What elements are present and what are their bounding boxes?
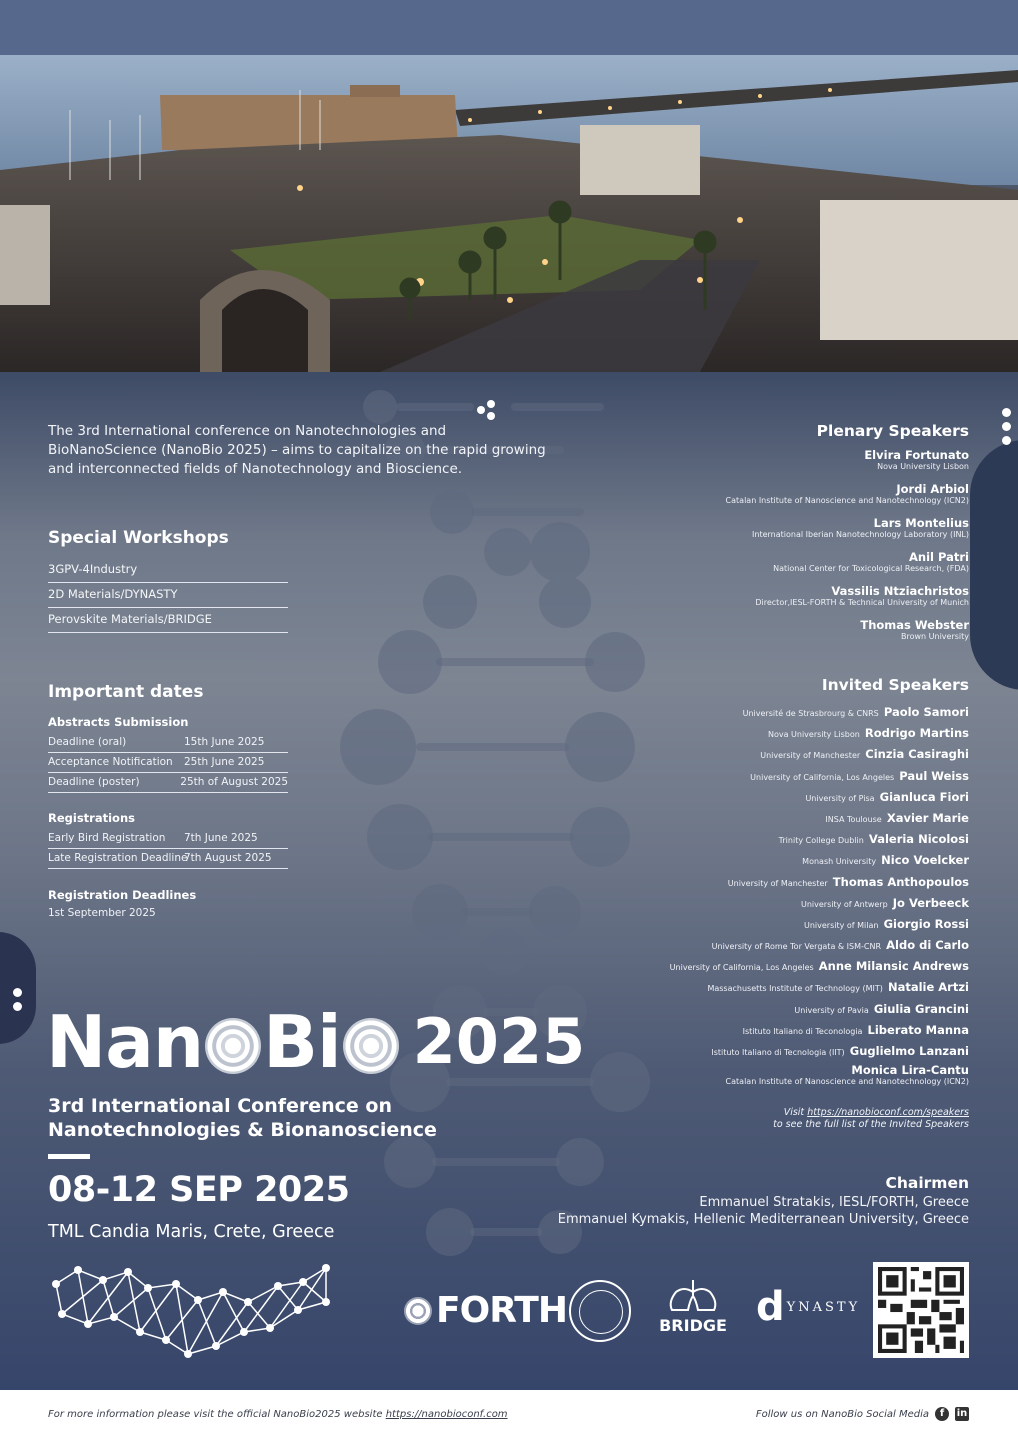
speaker-name: Nico Voelcker	[881, 853, 969, 868]
chairmen	[558, 1174, 969, 1228]
date-value: 25th June 2025	[184, 756, 265, 768]
speaker-name: Thomas Webster	[860, 618, 969, 632]
plenary-title: Plenary Speakers	[816, 422, 969, 440]
speakers-link[interactable]: https://nanobioconf.com/speakers	[807, 1107, 969, 1119]
dates-title: Important dates	[48, 682, 204, 702]
date-label: Late Registration Deadline	[48, 852, 188, 864]
harbor-photo-illustration	[0, 0, 1018, 372]
chairmen-title: Chairmen	[885, 1174, 969, 1192]
speaker-name: Paolo Samori	[883, 705, 969, 719]
forth-logo-text: FORTH	[436, 1290, 567, 1331]
speaker-affiliation: Catalan Institute of Nanoscience and Nanotechnology (ICN2)	[725, 496, 969, 505]
dots-icon-right	[1002, 408, 1011, 450]
speaker-name: Valeria Nicolosi	[868, 832, 969, 847]
speaker-affiliation: University of Milan	[804, 920, 879, 930]
workshops-list	[48, 558, 288, 633]
invited-speaker	[670, 1063, 969, 1087]
speaker-affiliation: Brown University	[900, 632, 969, 641]
plenary-speaker	[726, 516, 969, 550]
speaker-affiliation: University of California, Los Angeles	[669, 963, 814, 973]
invited-title: Invited Speakers	[821, 676, 969, 694]
conference-venue: TML Candia Maris, Crete, Greece	[48, 1222, 335, 1242]
invited-speaker	[670, 912, 969, 933]
speaker-affiliation: University of Antwerp	[801, 899, 888, 909]
invited-speaker	[670, 721, 969, 742]
forth-logo	[404, 1290, 567, 1331]
invited-speaker	[670, 1039, 969, 1060]
speaker-affiliation: Université de Strasbrourg & CNRS	[742, 709, 879, 718]
invited-speaker	[670, 827, 969, 848]
plenary-speaker	[726, 584, 969, 618]
invited-speakers	[670, 676, 969, 1131]
nanobio-logo	[46, 1002, 585, 1082]
speaker-affiliation: University of Manchester	[727, 878, 828, 888]
speaker-name: Aldo di Carlo	[886, 938, 969, 953]
side-decoration-right	[970, 440, 1018, 690]
conference-subtitle	[48, 1094, 437, 1142]
speaker-name: Elvira Fortunato	[864, 448, 969, 462]
speaker-affiliation: University of Rome Tor Vergata & ISM-CNR	[711, 942, 882, 952]
header-photo	[0, 0, 1018, 372]
speaker-name: Lars Montelius	[873, 516, 969, 530]
divider-bar	[48, 1154, 90, 1159]
footer	[0, 1390, 1018, 1440]
speaker-affiliation: Massachusetts Institute of Technology (MIT)	[707, 984, 883, 994]
speakers-link-note	[670, 1107, 969, 1131]
speaker-affiliation: University of Manchester	[760, 751, 861, 761]
speaker-name: Rodrigo Martins	[864, 726, 969, 741]
dynasty-logo-mark: d	[756, 1284, 785, 1330]
dynasty-logo	[756, 1284, 860, 1330]
footer-website-note	[48, 1409, 508, 1420]
invited-speaker	[670, 806, 969, 827]
bridge-logo-text: BRIDGE	[659, 1316, 727, 1335]
speaker-name: Jo Verbeeck	[892, 895, 969, 910]
date-value: 7th August 2025	[184, 852, 272, 864]
dynasty-logo-text: YNASTY	[786, 1299, 861, 1315]
speaker-name: Gianluca Fiori	[879, 789, 969, 804]
speaker-name: Vassilis Ntziachristos	[831, 584, 969, 598]
speaker-name: Giulia Grancini	[873, 1001, 969, 1016]
workshop-item: 3GPV-4Industry	[48, 558, 288, 583]
speaker-name: Giorgio Rossi	[883, 916, 969, 931]
speaker-name: Thomas Anthopoulos	[832, 874, 969, 889]
speaker-name: Liberato Manna	[867, 1022, 969, 1037]
speaker-name: Xavier Marie	[886, 810, 969, 825]
invited-speaker	[670, 870, 969, 891]
invited-speaker	[670, 700, 969, 721]
date-row	[48, 733, 288, 753]
chairman: Emmanuel Stratakis, IESL/FORTH, Greece	[699, 1195, 969, 1210]
invited-speaker	[670, 848, 969, 869]
dots-icon-left	[13, 988, 22, 1016]
date-label: Deadline (oral)	[48, 736, 127, 748]
speaker-affiliation: Nova University Lisbon	[767, 730, 860, 740]
registrations-title: Registrations	[48, 811, 135, 825]
speaker-name: Paul Weiss	[899, 768, 969, 783]
lungs-icon	[658, 1278, 728, 1312]
conference-dates: 08-12 SEP 2025	[48, 1170, 350, 1210]
date-row	[48, 849, 288, 869]
speaker-affiliation: Trinity College Dublin	[778, 836, 864, 846]
invited-speaker	[670, 933, 969, 954]
speaker-affiliation: Monash University	[802, 857, 877, 867]
workshop-item: 2D Materials/DYNASTY	[48, 583, 288, 608]
plenary-speaker	[726, 448, 969, 482]
subtitle-line: Nanotechnologies & Bionanoscience	[48, 1119, 437, 1141]
speaker-affiliation: National Center for Toxicological Research, (FDA)	[773, 564, 969, 573]
brand-year: 2025	[412, 1005, 586, 1078]
bridge-logo	[658, 1278, 728, 1335]
date-value: 7th June 2025	[184, 832, 258, 844]
molecule-icon	[474, 396, 504, 422]
brand-part-2: Bi	[263, 1000, 341, 1084]
abstracts-dates	[48, 733, 288, 793]
visit-suffix: to see the full list of the Invited Speakers	[773, 1119, 969, 1131]
date-label: Acceptance Notification	[48, 756, 173, 768]
visit-prefix: Visit	[783, 1107, 808, 1119]
workshop-item: Perovskite Materials/BRIDGE	[48, 608, 288, 633]
seal-icon	[343, 1018, 399, 1074]
speaker-name: Jordi Arbiol	[896, 482, 969, 496]
intro-text: The 3rd International conference on Nanotechnologies and BioNanoScience (NanoBio 2025) – aims to capitalize on the rapid growing and interconnected fields of Nanotechnology and Bioscience.	[48, 423, 546, 477]
date-row	[48, 753, 288, 773]
linkedin-icon[interactable]: in	[956, 1408, 968, 1419]
date-label: Early Bird Registration	[48, 832, 166, 844]
qr-code[interactable]	[873, 1262, 969, 1358]
forth-emblem-icon	[404, 1297, 432, 1325]
footer-text: For more information please visit the official NanoBio2025 website	[48, 1409, 386, 1420]
invited-speaker	[670, 742, 969, 763]
plenary-speaker	[726, 550, 969, 584]
brand-part-1: Nan	[46, 1000, 204, 1084]
speaker-affiliation: Nova University Lisbon	[877, 462, 969, 471]
abstracts-title: Abstracts Submission	[48, 715, 189, 729]
invited-speaker	[670, 1018, 969, 1039]
plenary-speaker	[726, 482, 969, 516]
subtitle-line: 3rd International Conference on	[48, 1095, 393, 1117]
invited-speaker	[670, 954, 969, 975]
reg-deadlines-value: 1st September 2025	[48, 907, 156, 919]
invited-speaker	[670, 764, 969, 785]
registration-dates	[48, 829, 288, 869]
speaker-name: Guglielmo Lanzani	[849, 1044, 969, 1058]
footer-social	[756, 1407, 969, 1421]
qr-code-icon	[878, 1267, 964, 1353]
crete-network-map-icon	[48, 1262, 333, 1362]
speaker-affiliation: University of Pavia	[794, 1005, 869, 1015]
date-row	[48, 829, 288, 849]
chairman: Emmanuel Kymakis, Hellenic Mediterranean University, Greece	[557, 1212, 969, 1227]
speaker-affiliation: Catalan Institute of Nanoscience and Nanotechnology (ICN2)	[725, 1077, 969, 1087]
reg-deadlines-title: Registration Deadlines	[48, 888, 197, 902]
plenary-speaker	[726, 618, 969, 652]
speaker-name: Anil Patri	[909, 550, 969, 564]
speaker-affiliation: Istituto Italiano di Teconologia	[742, 1026, 863, 1036]
speaker-name: Anne Milansic Andrews	[818, 959, 969, 974]
date-label: Deadline (poster)	[48, 776, 140, 788]
hellenic-mediterranean-university-logo	[569, 1280, 631, 1342]
date-value: 15th June 2025	[184, 736, 265, 748]
speaker-affiliation: University of Pisa	[805, 793, 875, 803]
social-text: Follow us on NanoBio Social Media	[755, 1408, 929, 1420]
speaker-affiliation: International Iberian Nanotechnology Laboratory (INL)	[752, 530, 969, 539]
speaker-affiliation: INSA Toulouse	[825, 814, 882, 824]
poster-body	[0, 372, 1018, 1390]
website-link[interactable]: https://nanobioconf.com	[385, 1409, 508, 1420]
date-row	[48, 773, 288, 793]
plenary-speakers	[726, 422, 969, 652]
speaker-name: Cinzia Casiraghi	[865, 747, 969, 762]
speaker-affiliation: University of California, Los Angeles	[750, 772, 895, 782]
invited-speaker	[670, 891, 969, 912]
seal-icon	[205, 1018, 261, 1074]
speaker-affiliation: Istituto Italiano di Tecnologia (IIT)	[711, 1048, 845, 1057]
invited-speaker	[670, 785, 969, 806]
speaker-name: Natalie Artzi	[887, 980, 969, 995]
date-value: 25th of August 2025	[180, 776, 288, 788]
speaker-name: Monica Lira-Cantu	[851, 1063, 969, 1078]
invited-speaker	[670, 975, 969, 996]
speaker-affiliation: Director,IESL-FORTH & Technical University of Munich	[755, 598, 969, 607]
workshops-title: Special Workshops	[48, 528, 229, 548]
facebook-icon[interactable]: f	[935, 1407, 949, 1421]
invited-speaker	[670, 997, 969, 1018]
